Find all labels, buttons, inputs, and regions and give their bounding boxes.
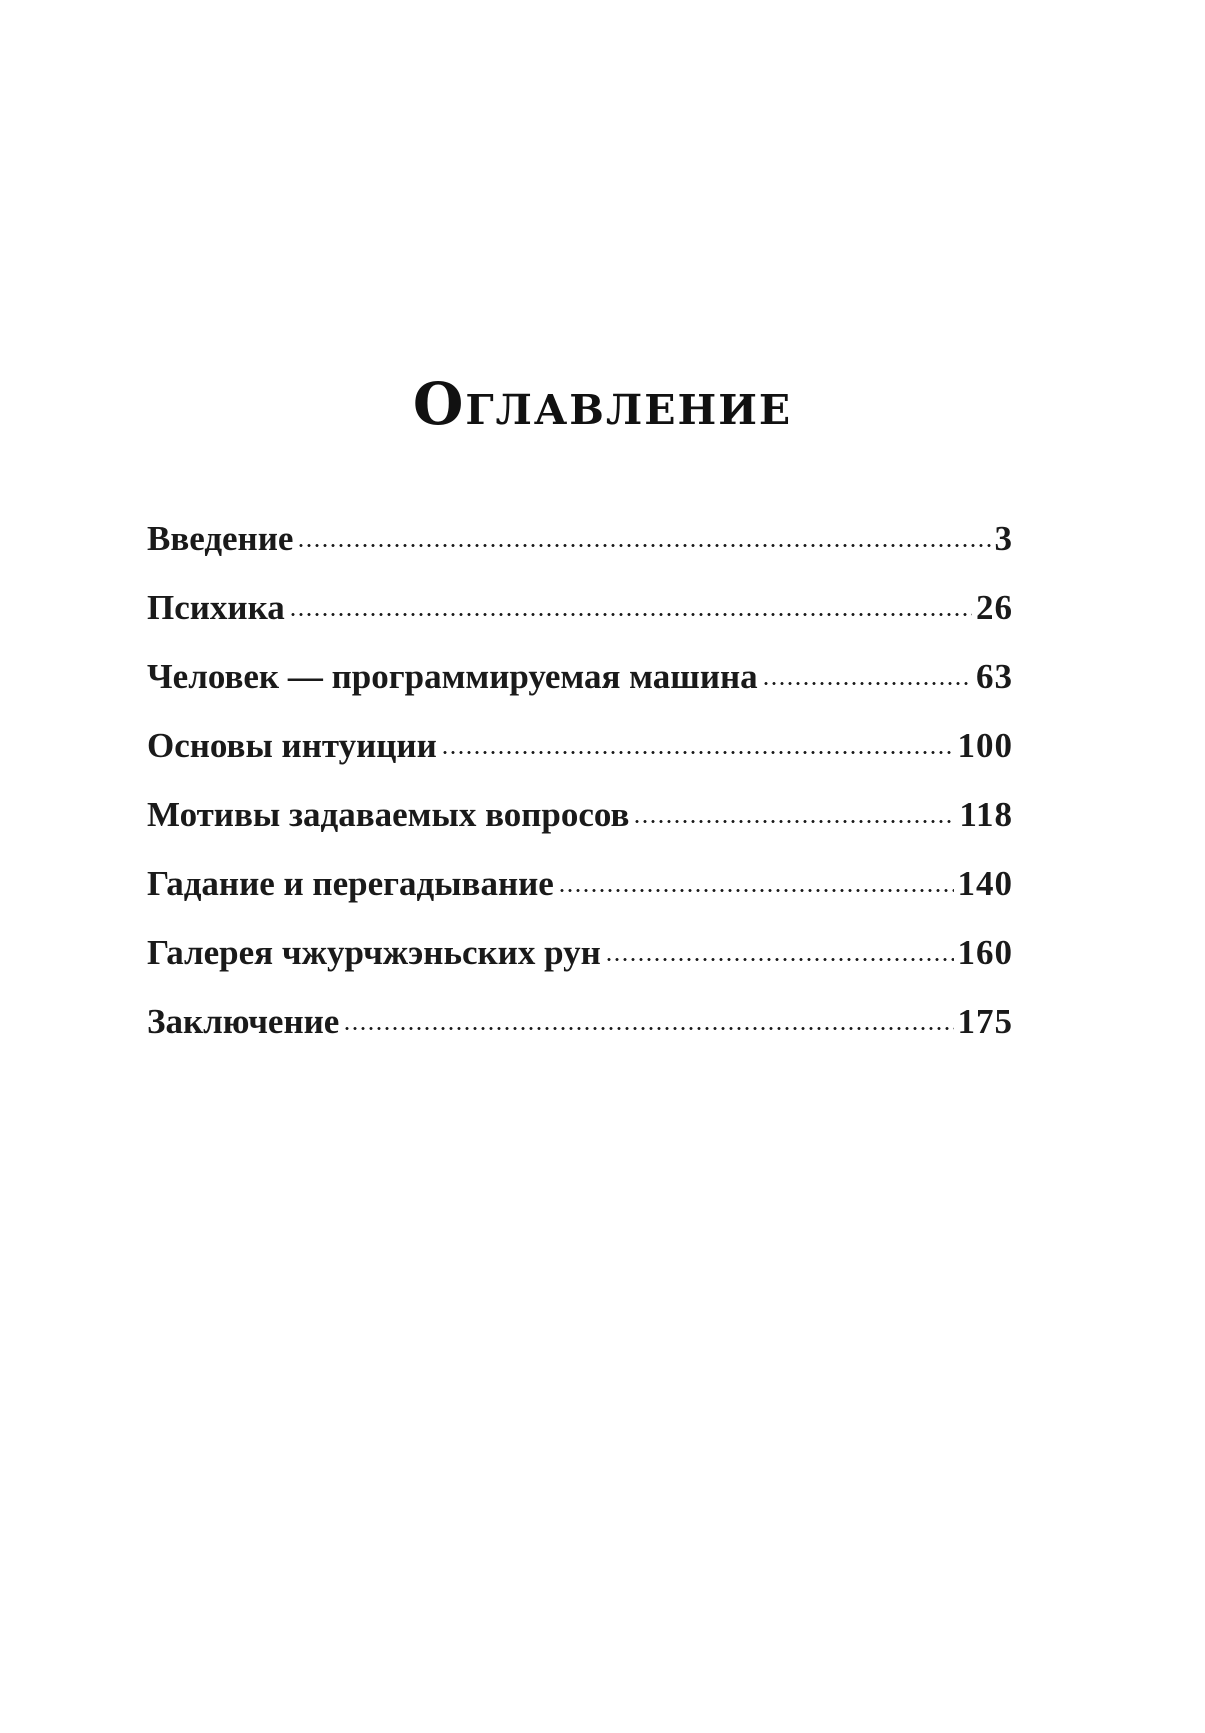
toc-entry-title: Галерея чжурчжэньских рун [147,933,601,972]
toc-entry [147,933,1013,1002]
dot-leader [605,958,954,961]
toc-entry-title: Введение [147,519,294,558]
toc-entry-page-number: 140 [957,864,1013,903]
toc-title: Оглавление [412,370,793,438]
toc-entry-title: Человек — программируемая машина [147,657,758,696]
toc-entry-title: Гадание и перегадывание [147,864,554,903]
toc-entry-page-number: 160 [957,933,1013,972]
dot-leader [297,544,990,547]
dot-leader [441,751,954,754]
toc-entry-page-number: 175 [957,1002,1013,1041]
toc-entry-title: Психика [147,588,285,627]
toc-entry [147,726,1013,795]
toc-entry-title: Основы интуиции [147,726,437,765]
toc-entry-page-number: 3 [994,519,1013,558]
toc-entry-page-number: 26 [976,588,1013,627]
dot-leader [343,1027,953,1030]
toc-entry [147,795,1013,864]
toc-entry [147,657,1013,726]
toc-entry [147,864,1013,933]
toc-entry-page-number: 100 [957,726,1013,765]
toc-list [147,519,1013,1071]
toc-entry-page-number: 118 [959,795,1013,834]
toc-entry-title: Мотивы задаваемых вопросов [147,795,630,834]
toc-entry [147,588,1013,657]
toc-entry-page-number: 63 [976,657,1013,696]
toc-entry-title: Заключение [147,1002,340,1041]
dot-leader [633,820,955,823]
dot-leader [558,889,954,892]
dot-leader [289,613,972,616]
dot-leader [762,682,972,685]
toc-entry [147,519,1013,588]
toc-entry [147,1002,1013,1071]
